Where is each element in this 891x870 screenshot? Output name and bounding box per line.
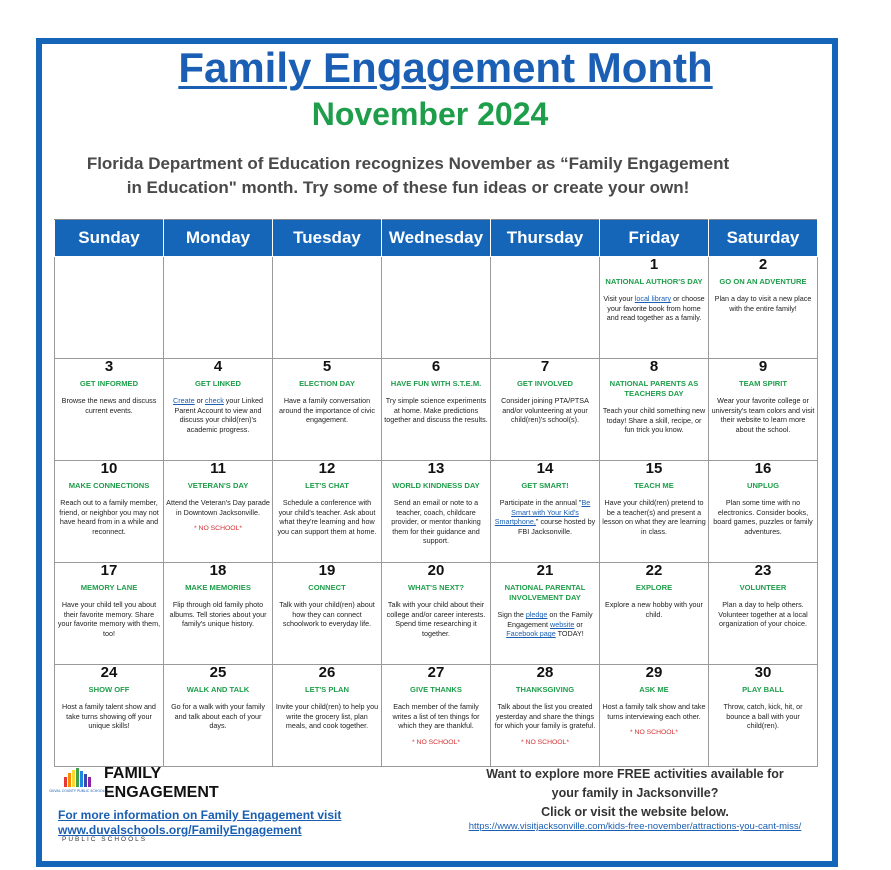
calendar-week-row: [55, 257, 818, 359]
day-activity-description: Go for a walk with your family and talk about each of your days.: [171, 702, 265, 731]
activity-text: Participate in the annual ": [499, 498, 582, 507]
day-activity-description: Browse the news and discuss current events.: [61, 396, 157, 415]
activity-link[interactable]: check: [205, 396, 224, 405]
no-school-note: * NO SCHOOL*: [521, 738, 569, 746]
day-number: 1: [649, 256, 659, 273]
day-number: 24: [100, 664, 118, 681]
day-activity-description: Flip through old family photo albums. Tell stories about your family's unique history.: [169, 600, 267, 629]
day-number: 22: [645, 562, 663, 579]
activity-text: or choose your favorite book from home and read together as a family.: [606, 294, 705, 323]
no-school-note: * NO SCHOOL*: [194, 525, 242, 533]
day-number: 21: [536, 562, 554, 579]
calendar-day-12: [273, 461, 382, 563]
day-number: 17: [100, 562, 118, 579]
day-activity-title: WALK AND TALK: [186, 685, 250, 694]
activity-text: or: [194, 396, 206, 405]
public-schools-label: PUBLIC SCHOOLS: [62, 836, 148, 843]
activity-text: TODAY!: [555, 629, 584, 639]
svg-text:DUVAL COUNTY PUBLIC SCHOOLS: DUVAL COUNTY PUBLIC SCHOOLS: [49, 789, 107, 793]
day-number: 26: [318, 664, 336, 681]
more-info: [58, 808, 378, 838]
day-activity-title: ELECTION DAY: [299, 379, 355, 388]
day-activity-description: [602, 294, 706, 323]
day-activity-description: Consider joining PTA/PTSA and/or volunteering at your child(ren)'s school(s).: [501, 396, 589, 425]
activity-text: or: [574, 619, 583, 629]
day-activity-title: GO ON AN ADVENTURE: [719, 277, 807, 286]
calendar-body: [55, 257, 818, 767]
day-activity-description: Try simple science experiments at home. Make predictions together and discuss the results.: [384, 396, 488, 425]
activity-link[interactable]: pledge: [525, 610, 548, 619]
day-activity-title: GET LINKED: [195, 379, 241, 388]
calendar-empty-cell: [273, 257, 382, 359]
day-activity-title: TEAM SPIRIT: [738, 379, 788, 388]
weekday-tuesday: Tuesday: [273, 220, 382, 257]
calendar-week-row: [55, 563, 818, 665]
calendar-day-5: [273, 359, 382, 461]
calendar-grid: [54, 219, 818, 767]
day-activity-title: LET'S CHAT: [305, 481, 349, 490]
activity-text: Sign the: [497, 610, 526, 619]
day-number: 9: [758, 358, 768, 375]
more-info-text: For more information on Family Engagement visit: [58, 808, 342, 822]
day-number: 3: [104, 358, 114, 375]
calendar-day-10: [55, 461, 164, 563]
day-activity-description: [166, 396, 270, 434]
day-activity-title: NATIONAL PARENTAL INVOLVEMENT DAY: [504, 583, 586, 602]
weekday-header-row: [55, 220, 818, 257]
day-activity-title: CONNECT: [308, 583, 346, 592]
calendar-day-7: [491, 359, 600, 461]
day-activity-title: GIVE THANKS: [410, 685, 462, 694]
day-activity-title: UNPLUG: [746, 481, 780, 490]
activity-text: Visit your: [603, 294, 635, 303]
day-activity-title: ASK ME: [639, 685, 669, 694]
calendar-day-9: [709, 359, 818, 461]
day-activity-title: THANKSGIVING: [515, 685, 575, 694]
calendar-empty-cell: [55, 257, 164, 359]
day-activity-description: Host a family talent show and take turns showing off your unique skills!: [62, 702, 156, 731]
activity-link[interactable]: website: [550, 619, 575, 629]
day-activity-description: Teach your child something new today! Share a skill, recipe, or fun trick you know.: [602, 406, 706, 435]
day-number: 13: [427, 460, 445, 477]
day-activity-description: Have your child tell you about their favorite memory. Share your favorite memory with them, too!: [57, 600, 161, 638]
day-activity-title: WHAT'S NEXT?: [407, 583, 465, 592]
day-number: 23: [754, 562, 772, 579]
day-number: 25: [209, 664, 227, 681]
day-number: 7: [540, 358, 550, 375]
calendar-day-16: [709, 461, 818, 563]
calendar-day-8: [600, 359, 709, 461]
explore-link[interactable]: https://www.visitjacksonville.com/kids-free-november/attractions-you-cant-miss/: [468, 821, 802, 832]
day-number: 12: [318, 460, 336, 477]
page-subtitle: November 2024: [311, 96, 549, 132]
day-number: 19: [318, 562, 336, 579]
day-activity-title: WORLD KINDNESS DAY: [392, 481, 480, 490]
weekday-friday: Friday: [600, 220, 709, 257]
activity-link[interactable]: local library: [634, 294, 672, 303]
calendar-day-25: [164, 665, 273, 767]
calendar-day-1: [600, 257, 709, 359]
day-activity-title: LET'S PLAN: [305, 685, 349, 694]
activity-text: your Linked Parent Account to view and discuss your child(ren)'s academic progress.: [174, 396, 263, 434]
day-number: 5: [322, 358, 332, 375]
weekday-monday: Monday: [164, 220, 273, 257]
day-activity-title: GET INFORMED: [79, 379, 139, 388]
day-activity-description: Attend the Veteran's Day parade in Downtown Jacksonville.: [166, 498, 270, 517]
day-activity-title: VOLUNTEER: [739, 583, 787, 592]
day-number: 2: [758, 256, 768, 273]
calendar-empty-cell: [491, 257, 600, 359]
activity-link[interactable]: Be Smart with Your Kid's Smartphone,: [494, 498, 591, 527]
activity-link[interactable]: Create: [173, 396, 195, 405]
day-activity-description: Reach out to a family member, friend, or neighbor you may not have heard from in a while and reconnect.: [59, 498, 159, 536]
day-number: 6: [431, 358, 441, 375]
calendar-day-4: [164, 359, 273, 461]
intro-line-1: Florida Department of Education recognizes November as “Family Engagement: [86, 154, 730, 173]
calendar-day-22: [600, 563, 709, 665]
day-activity-title: MAKE MEMORIES: [185, 583, 251, 592]
calendar-day-21: [491, 563, 600, 665]
calendar-day-14: [491, 461, 600, 563]
calendar-day-29: [600, 665, 709, 767]
day-activity-title: PLAY BALL: [742, 685, 784, 694]
family-engagement-logo: [49, 765, 107, 795]
day-activity-description: Plan a day to visit a new place with the entire family!: [714, 294, 812, 313]
day-activity-description: Throw, catch, kick, hit, or bounce a ball with your child(ren).: [723, 702, 803, 731]
day-activity-description: Invite your child(ren) to help you write the grocery list, plan meals, and cook together.: [275, 702, 379, 731]
day-number: 20: [427, 562, 445, 579]
day-activity-title: MEMORY LANE: [80, 583, 138, 592]
day-activity-description: Talk about the list you created yesterday and share the things for which your family is grateful.: [494, 702, 596, 731]
day-activity-description: [493, 610, 597, 639]
calendar-week-row: [55, 359, 818, 461]
day-activity-description: Send an email or note to a teacher, coach, childcare provider, or mentor thanking them for their guidance and support.: [391, 498, 481, 546]
calendar-day-15: [600, 461, 709, 563]
weekday-wednesday: Wednesday: [382, 220, 491, 257]
calendar-day-28: [491, 665, 600, 767]
calendar-empty-cell: [382, 257, 491, 359]
day-activity-title: EXPLORE: [635, 583, 673, 592]
day-activity-description: Each member of the family writes a list of ten things for which they are thankful.: [392, 702, 480, 731]
day-activity-title: SHOW OFF: [88, 685, 130, 694]
activity-text: " course hosted by FBI Jacksonville.: [518, 517, 596, 536]
day-number: 4: [213, 358, 223, 375]
calendar-day-17: [55, 563, 164, 665]
day-number: 18: [209, 562, 227, 579]
calendar-day-3: [55, 359, 164, 461]
day-activity-title: TEACH ME: [634, 481, 674, 490]
day-activity-description: Explore a new hobby with your child.: [605, 600, 703, 619]
calendar-day-13: [382, 461, 491, 563]
day-activity-title: VETERAN'S DAY: [187, 481, 249, 490]
day-activity-description: Talk with your child about their college and/or career interests. Spend time researching it together.: [386, 600, 486, 638]
day-number: 11: [210, 460, 226, 477]
no-school-note: * NO SCHOOL*: [412, 738, 460, 746]
day-number: 10: [100, 460, 118, 477]
calendar-day-18: [164, 563, 273, 665]
calendar-day-11: [164, 461, 273, 563]
calendar-day-19: [273, 563, 382, 665]
explore-text: Want to explore more FREE activities available for your family in Jacksonville? Click or visit the website below.: [486, 767, 784, 819]
day-activity-title: NATIONAL PARENTS AS TEACHERS DAY: [609, 379, 699, 398]
calendar-day-26: [273, 665, 382, 767]
day-activity-title: MAKE CONNECTIONS: [68, 481, 150, 490]
day-number: 29: [645, 664, 663, 681]
day-number: 28: [536, 664, 554, 681]
no-school-note: * NO SCHOOL*: [630, 729, 678, 737]
day-number: 16: [754, 460, 772, 477]
day-number: 14: [536, 460, 554, 477]
day-activity-description: Plan some time with no electronics. Consider books, board games, puzzles or family adventures.: [713, 498, 813, 536]
day-activity-description: Have a family conversation around the importance of civic engagement.: [279, 396, 375, 425]
calendar-day-6: [382, 359, 491, 461]
day-number: 30: [754, 664, 772, 681]
calendar-week-row: [55, 665, 818, 767]
day-activity-description: Schedule a conference with your child's teacher. Ask about what they're learning and how you can support them at home.: [277, 498, 377, 536]
day-activity-title: HAVE FUN WITH S.T.E.M.: [390, 379, 482, 388]
calendar-day-2: [709, 257, 818, 359]
calendar-day-20: [382, 563, 491, 665]
day-activity-title: NATIONAL AUTHOR'S DAY: [605, 277, 703, 286]
day-activity-description: Wear your favorite college or university's team colors and visit their website to learn more about the school.: [711, 396, 815, 434]
intro-text: [58, 152, 758, 200]
day-number: 15: [645, 460, 663, 477]
calendar-empty-cell: [164, 257, 273, 359]
activity-link[interactable]: Facebook page: [506, 629, 556, 639]
calendar-week-row: [55, 461, 818, 563]
day-activity-title: GET SMART!: [521, 481, 569, 490]
day-number: 27: [427, 664, 445, 681]
calendar-day-30: [709, 665, 818, 767]
day-activity-description: Have your child(ren) pretend to be a teacher(s) and present a lesson on what they are learning in class.: [602, 498, 706, 536]
day-activity-description: Talk with your child(ren) about how they can connect schoolwork to everyday life.: [279, 600, 375, 629]
calendar-day-24: [55, 665, 164, 767]
day-activity-description: Plan a day to help others. Volunteer together at a local organization of your choice.: [718, 600, 808, 629]
calendar-day-23: [709, 563, 818, 665]
page-title: Family Engagement Month: [178, 44, 713, 91]
more-info-link[interactable]: www.duvalschools.org/FamilyEngagement: [58, 823, 302, 837]
day-number: 8: [649, 358, 659, 375]
calendar-day-27: [382, 665, 491, 767]
brand-name: FAMILY ENGAGEMENT: [104, 765, 219, 801]
intro-line-2: in Education" month. Try some of these fun ideas or create your own!: [126, 178, 690, 197]
day-activity-description: [493, 498, 597, 536]
weekday-sunday: Sunday: [55, 220, 164, 257]
weekday-thursday: Thursday: [491, 220, 600, 257]
weekday-saturday: Saturday: [709, 220, 818, 257]
day-activity-description: Host a family talk show and take turns interviewing each other.: [602, 702, 706, 721]
activity-text: on the Family Engagement: [507, 610, 593, 629]
day-activity-title: GET INVOLVED: [517, 379, 573, 388]
